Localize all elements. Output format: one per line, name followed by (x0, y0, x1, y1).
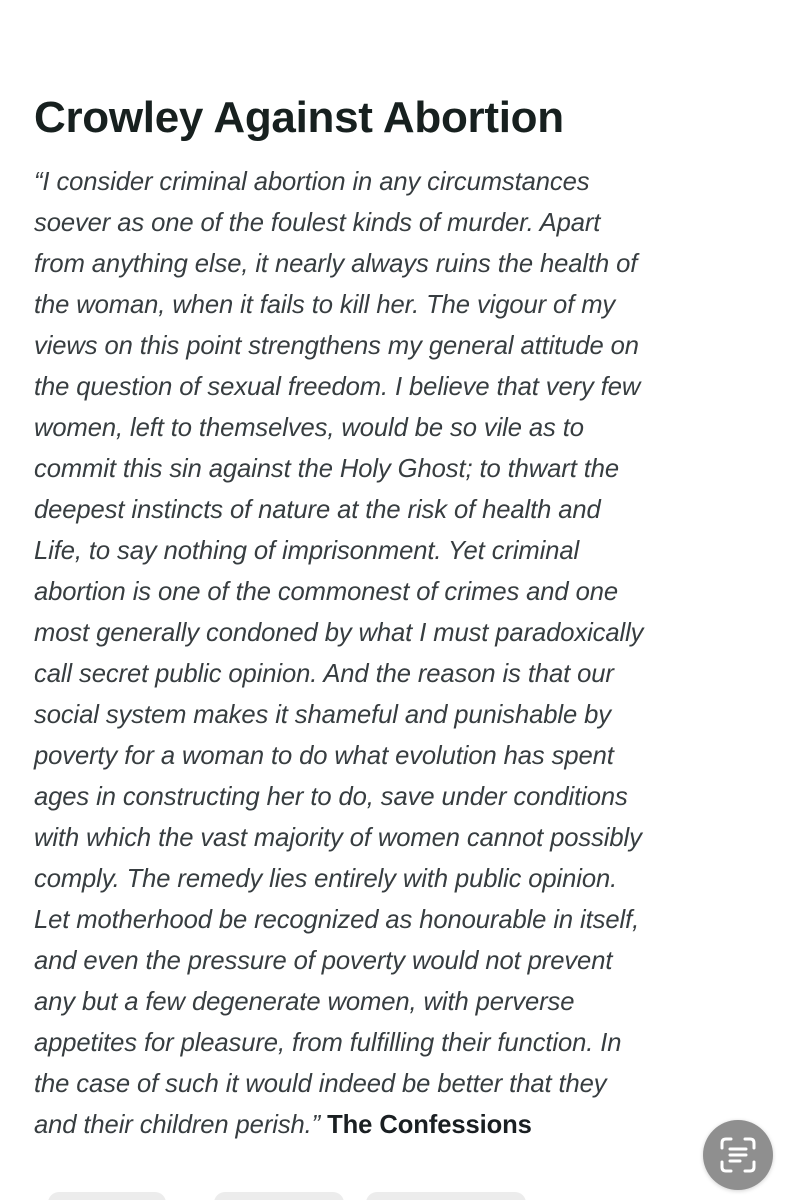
bottom-chip[interactable] (366, 1192, 526, 1200)
bottom-chip[interactable] (214, 1192, 344, 1200)
quote-line: with which the vast majority of women cannot possibly (34, 824, 642, 852)
quote-line: “I consider criminal abortion in any circumstances (34, 168, 590, 196)
quote-line: views on this point strengthens my general attitude on (34, 332, 639, 360)
quote-line: call secret public opinion. And the reason is that our (34, 660, 614, 688)
quote-line: abortion is one of the commonest of crimes and one (34, 578, 618, 606)
quote-line: ages in constructing her to do, save under conditions (34, 783, 628, 811)
quote-line: Life, to say nothing of imprisonment. Yet criminal (34, 537, 580, 565)
quote-line: comply. The remedy lies entirely with public opinion. (34, 865, 618, 893)
article-title: Crowley Against Abortion (34, 93, 564, 142)
quote-line: any but a few degenerate women, with perverse (34, 988, 575, 1016)
quote-line: from anything else, it nearly always ruins the health of (34, 250, 638, 278)
quote-line: the case of such it would indeed be better that they (34, 1070, 607, 1098)
quote-line: Let motherhood be recognized as honourable in itself, (34, 906, 640, 934)
quote-line: commit this sin against the Holy Ghost; to thwart the (34, 455, 620, 483)
quote-line: deepest instincts of nature at the risk of health and (34, 496, 601, 524)
quote-line: most generally condoned by what I must paradoxically (34, 619, 644, 647)
quote-line: appetites for pleasure, from fulfilling their function. In (34, 1029, 622, 1057)
quote-line: and even the pressure of poverty would not prevent (34, 947, 613, 975)
quote-line: social system makes it shameful and punishable by (34, 701, 611, 729)
quote-line: and their children perish.” (34, 1111, 321, 1139)
article (34, 88, 774, 1146)
quote-line: women, left to themselves, would be so vile as to (34, 414, 584, 442)
quote-line: poverty for a woman to do what evolution has spent (34, 742, 614, 770)
bottom-chip[interactable] (48, 1192, 166, 1200)
quote-line: soever as one of the foulest kinds of murder. Apart (34, 209, 601, 237)
live-text-scan-button[interactable] (703, 1120, 773, 1190)
text-scan-icon (718, 1135, 758, 1175)
quote-line: the woman, when it fails to kill her. The vigour of my (34, 291, 616, 319)
quote-line: the question of sexual freedom. I believe that very few (34, 373, 641, 401)
quote-last-line (34, 1105, 774, 1146)
quote-body (34, 162, 774, 1146)
quote-source: The Confessions (327, 1111, 532, 1139)
